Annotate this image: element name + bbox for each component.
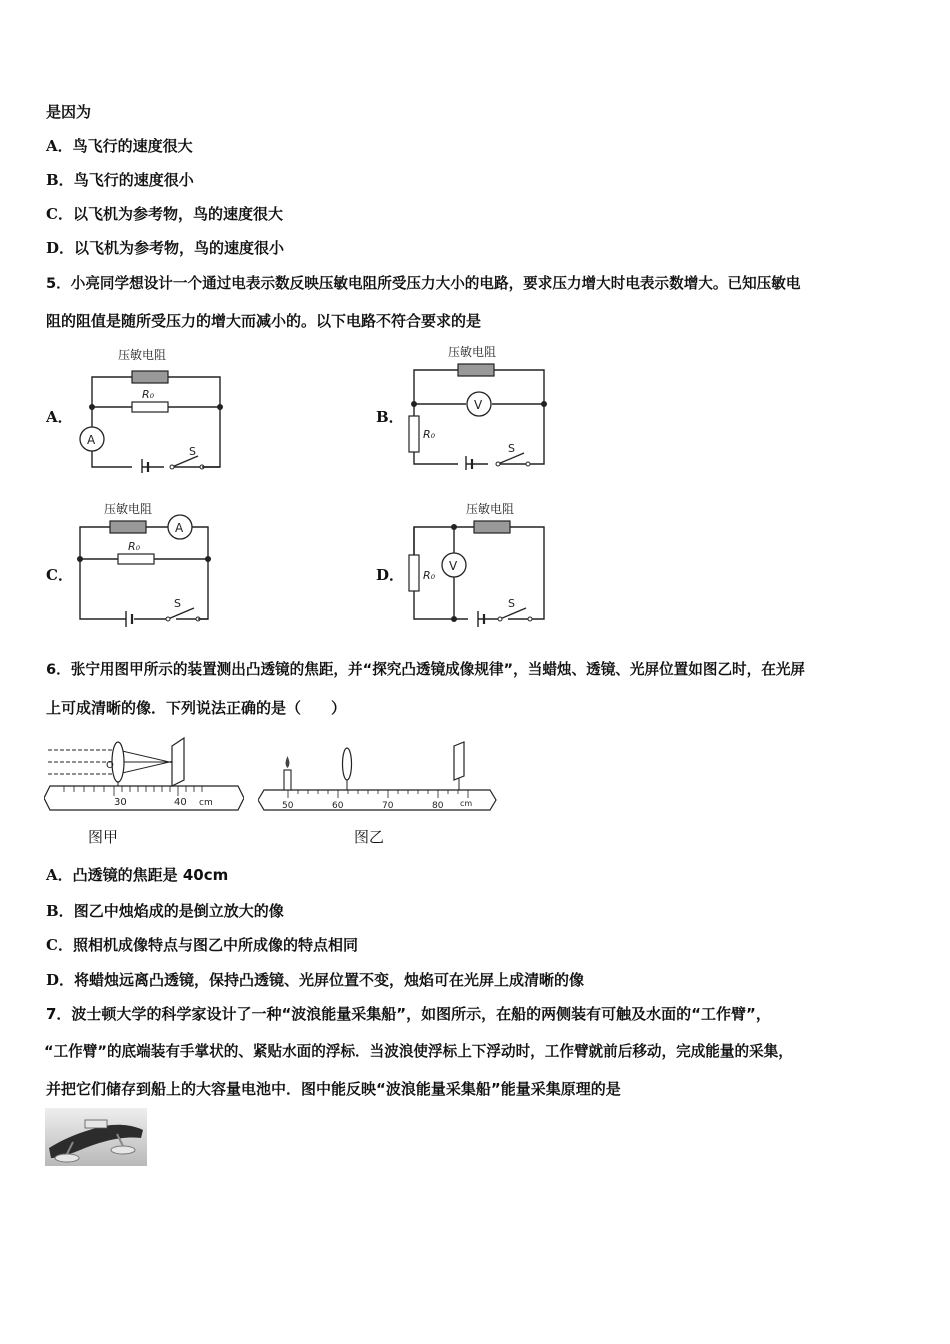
- q4-option-c: C．以飞机为参考物，鸟的速度很大: [46, 205, 283, 223]
- svg-text:O: O: [106, 760, 114, 771]
- svg-text:50: 50: [282, 801, 294, 811]
- circuit-a-top-label: 压敏电阻: [118, 348, 167, 362]
- svg-text:60: 60: [332, 801, 344, 811]
- svg-text:S: S: [508, 597, 515, 610]
- q4-tail: 是因为: [46, 103, 92, 121]
- svg-text:R₀: R₀: [423, 428, 436, 441]
- svg-text:V: V: [474, 398, 483, 412]
- lens-focal-figure: [44, 728, 244, 814]
- circuit-a-label: A．: [46, 408, 73, 426]
- circuit-c-top-label: 压敏电阻: [104, 502, 153, 516]
- q6-stem-line2: 上可成清晰的像．下列说法正确的是（ ）: [46, 699, 347, 717]
- svg-text:V: V: [449, 559, 458, 573]
- q7-stem-line3: 并把它们储存到船上的大容量电池中．图中能反映“波浪能量采集船”能量采集原理的是: [46, 1080, 621, 1098]
- circuit-d-diagram: [404, 497, 554, 627]
- circuit-a-diagram: [76, 343, 232, 473]
- q6-option-b: B．图乙中烛焰成的是倒立放大的像: [46, 902, 284, 920]
- q4-option-a: A．鸟飞行的速度很大: [46, 137, 193, 155]
- q4-option-d: D．以飞机为参考物，鸟的速度很小: [46, 239, 285, 257]
- r0-resistor-a: [132, 402, 168, 412]
- svg-text:80: 80: [432, 801, 444, 811]
- svg-text:R₀: R₀: [142, 388, 155, 401]
- svg-text:cm: cm: [199, 798, 213, 808]
- r0-resistor-b: [409, 416, 419, 452]
- circuit-b-diagram: [404, 340, 554, 470]
- circuit-d-label: D．: [376, 566, 405, 584]
- q5-stem-line1: 5．小亮同学想设计一个通过电表示数反映压敏电阻所受压力大小的电路，要求压力增大时电表示数增大。已知压敏电: [46, 275, 801, 292]
- q7-stem-line1: 7．波士顿大学的科学家设计了一种“波浪能量采集船”，如图所示，在船的两侧装有可触及水面的“工作臂”，: [46, 1005, 771, 1023]
- circuit-c-diagram: [72, 497, 222, 627]
- pressure-resistor-a: [132, 371, 168, 383]
- circuit-b-top-label: 压敏电阻: [448, 345, 497, 359]
- screen-yi: [454, 742, 464, 780]
- optical-bench-figure: [258, 734, 498, 816]
- q6-option-d: D．将蜡烛远离凸透镜，保持凸透镜、光屏位置不变，烛焰可在光屏上成清晰的像: [46, 971, 585, 989]
- q4-option-b: B．鸟飞行的速度很小: [46, 171, 194, 189]
- q6-option-c: C．照相机成像特点与图乙中所成像的特点相同: [46, 936, 358, 954]
- svg-text:S: S: [189, 445, 196, 458]
- svg-text:S: S: [508, 442, 515, 455]
- fig-yi-caption: 图乙: [354, 828, 385, 846]
- wave-energy-boat-photo: [45, 1108, 147, 1166]
- q6-option-a: A．凸透镜的焦距是 40cm: [46, 866, 229, 884]
- svg-text:30: 30: [114, 797, 127, 808]
- fig-jia-caption: 图甲: [88, 828, 119, 846]
- circuit-c-label: C．: [46, 566, 73, 584]
- screen-jia: [172, 738, 184, 786]
- svg-text:cm: cm: [460, 799, 473, 808]
- svg-text:A: A: [175, 521, 184, 535]
- candle: [284, 770, 291, 790]
- circuit-d-top-label: 压敏电阻: [466, 502, 515, 516]
- circuit-b-label: B．: [376, 408, 404, 426]
- svg-text:S: S: [174, 597, 181, 610]
- convex-lens-yi: [343, 748, 352, 780]
- svg-text:70: 70: [382, 801, 394, 811]
- candle-flame: [286, 756, 290, 768]
- svg-text:A: A: [87, 433, 96, 447]
- svg-text:40: 40: [174, 797, 187, 808]
- q6-stem-line1: 6．张宁用图甲所示的装置测出凸透镜的焦距，并“探究凸透镜成像规律”，当蜡烛、透镜、光屏位置如图乙时，在光屏: [46, 661, 806, 678]
- q7-stem-line2: “工作臂”的底端装有手掌状的、紧贴水面的浮标．当波浪使浮标上下浮动时，工作臂就前后移动，完成能量的采集，: [44, 1043, 793, 1060]
- q5-stem-line2: 阻的阻值是随所受压力的增大而减小的。以下电路不符合要求的是: [46, 312, 482, 330]
- svg-text:R₀: R₀: [128, 540, 141, 553]
- svg-text:R₀: R₀: [423, 569, 436, 582]
